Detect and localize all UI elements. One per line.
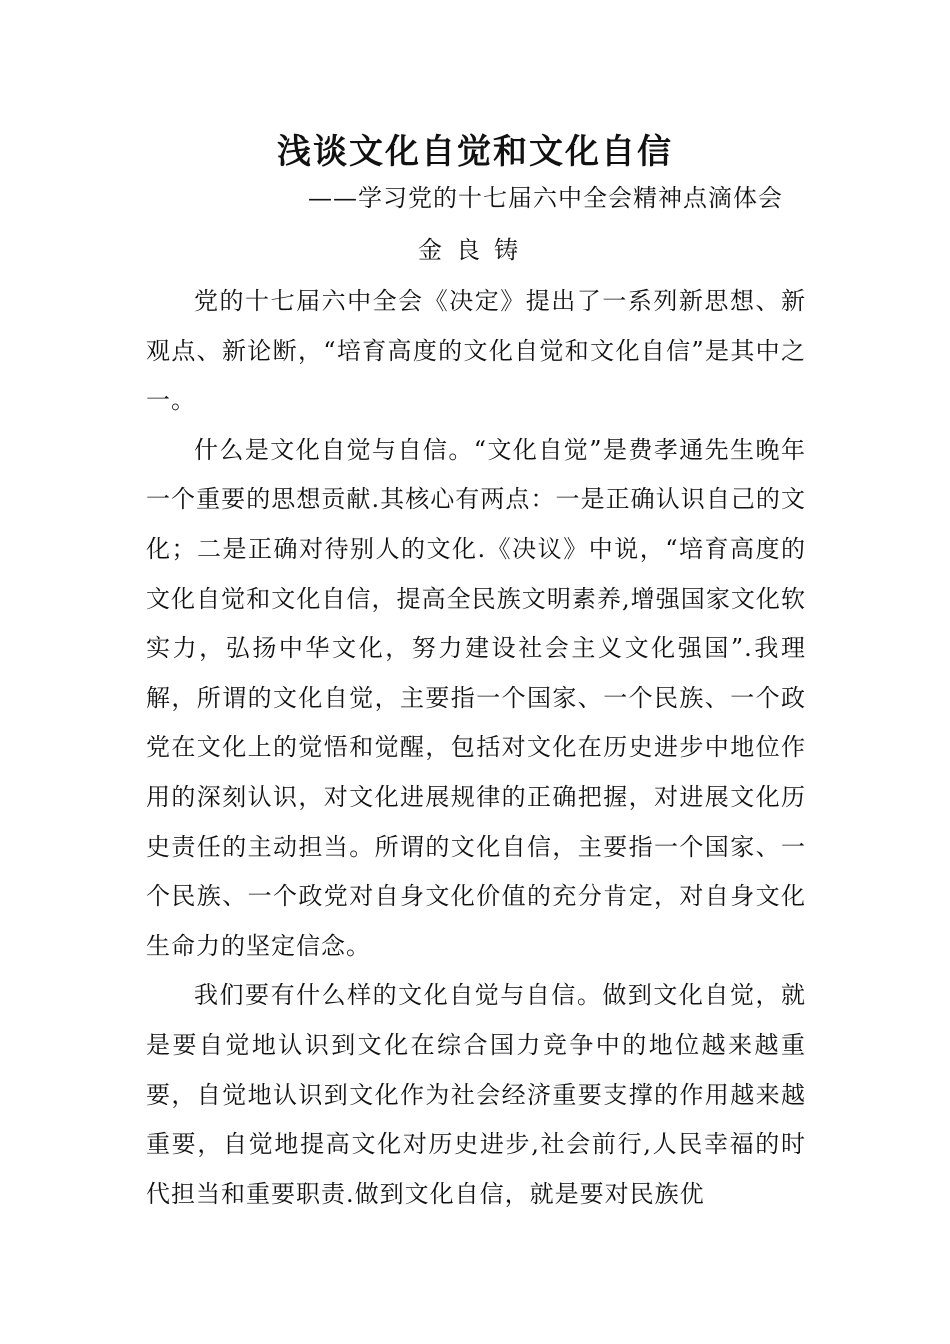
- paragraph-requirements: 我们要有什么样的文化自觉与自信。做到文化自觉，就是要自觉地认识到文化在综合国力竞争中的地位越来越重要，自觉地认识到文化作为社会经济重要支撑的作用越来越重要，自觉地提高文化对历史进步,社会前行,人民幸福的时代担当和重要职责.做到文化自信，就是要对民族优: [146, 981, 806, 1208]
- document-subtitle: ——学习党的十七届六中全会精神点滴体会: [308, 184, 783, 212]
- paragraph-definition: 什么是文化自觉与自信。“文化自觉”是费孝通先生晚年一个重要的思想贡献.其核心有两点：一是正确认识自己的文化；二是正确对待别人的文化.《决议》中说，“培育高度的文化自觉和文化自信，提高全民族文明素养,增强国家文化软实力，弘扬中华文化，努力建设社会主义文化强国”.我理解，所谓的文化自觉，主要指一个国家、一个民族、一个政党在文化上的觉悟和觉醒，包括对文化在历史进步中地位作用的深刻认识，对文化进展规律的正确把握，对进展文化历史责任的主动担当。所谓的文化自信，主要指一个国家、一个民族、一个政党对自身文化价值的充分肯定，对自身文化生命力的坚定信念。: [146, 435, 806, 960]
- paragraph-intro: 党的十七届六中全会《决定》提出了一系列新思想、新观点、新论断，“培育高度的文化自觉和文化自信”是其中之一。: [146, 287, 806, 415]
- document-title: 浅谈文化自觉和文化自信: [277, 132, 673, 172]
- author-name: 金良铸: [418, 236, 532, 264]
- document-body: [146, 277, 806, 1219]
